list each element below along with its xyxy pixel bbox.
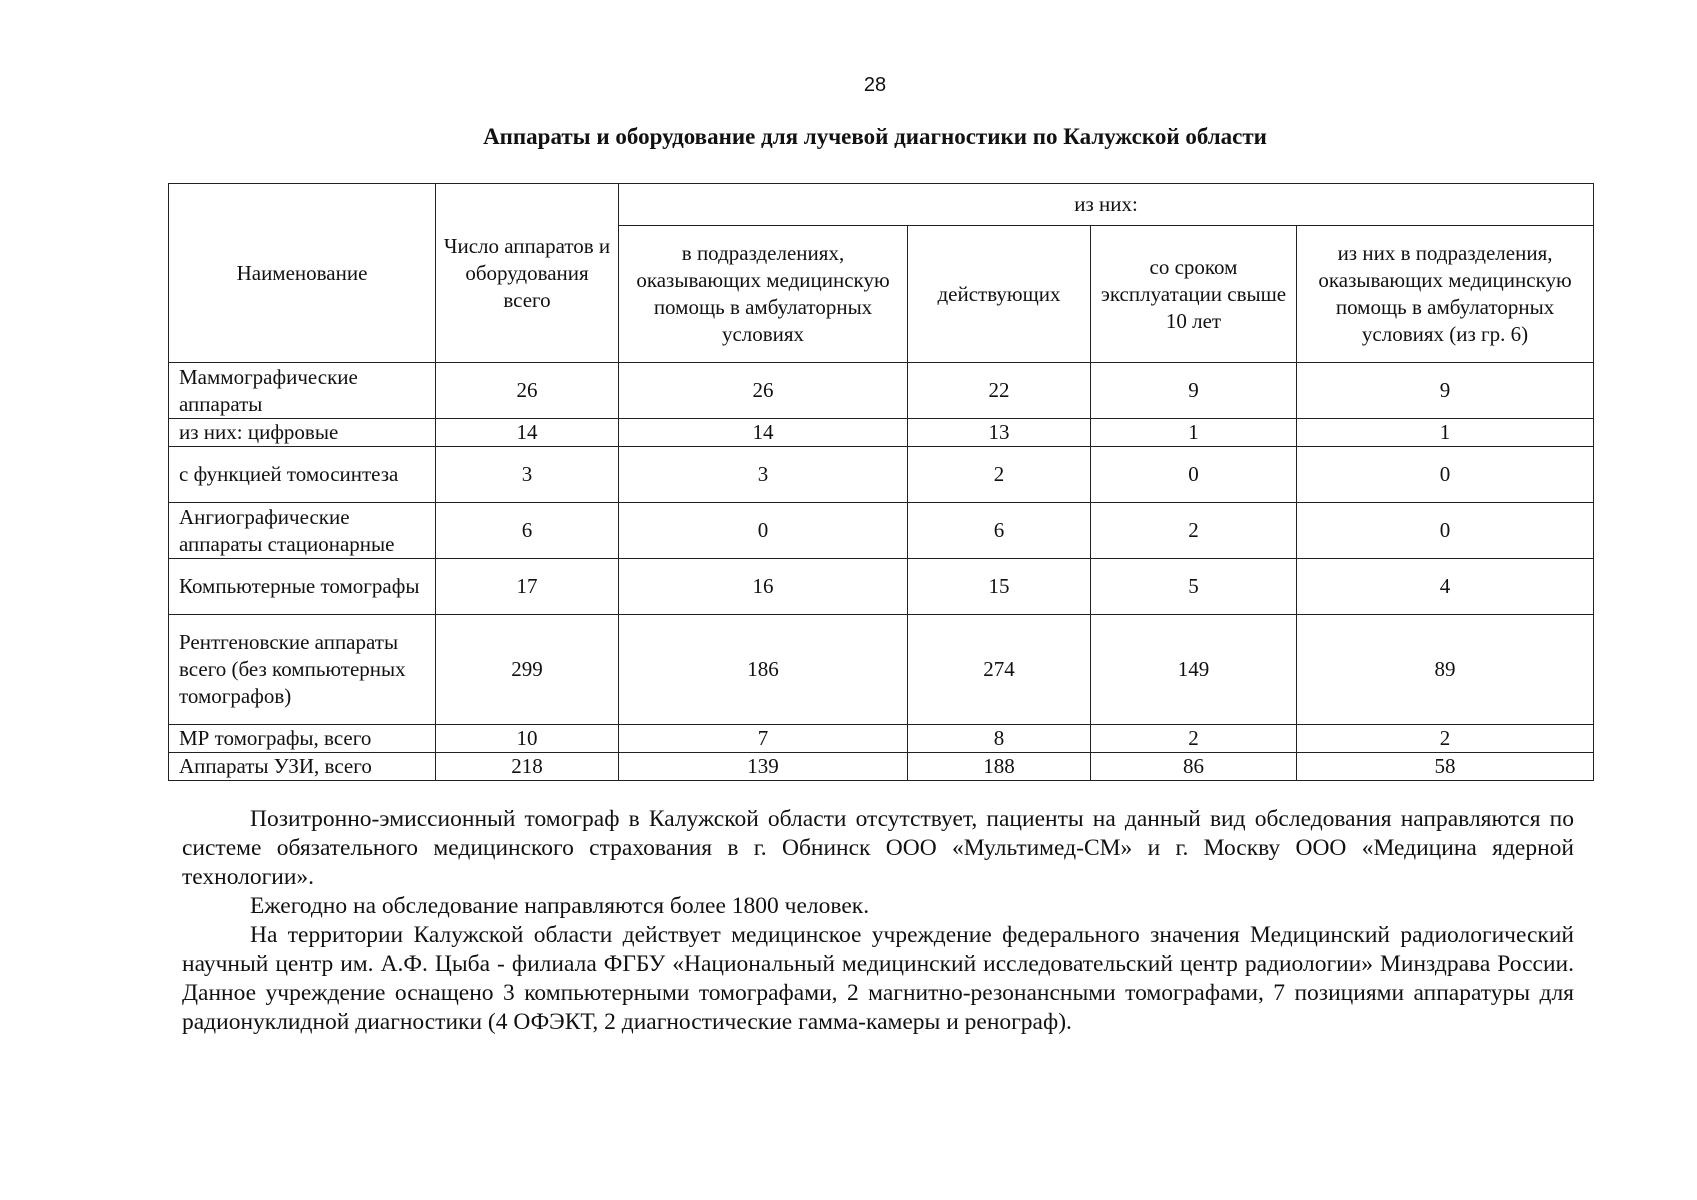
header-over10-ambulatory: из них в подразделения, оказывающих медицинскую помощь в амбулаторных условиях (из гр. 6) xyxy=(1297,226,1594,363)
cell-ambulatory: 26 xyxy=(619,363,908,419)
equipment-table xyxy=(168,183,1594,781)
table-row xyxy=(169,725,1594,753)
cell-total: 299 xyxy=(436,615,619,725)
cell-over10-ambulatory: 4 xyxy=(1297,559,1594,615)
header-ambulatory: в подразделениях, оказывающих медицинскую помощь в амбулаторных условиях xyxy=(619,226,908,363)
cell-over10-ambulatory: 58 xyxy=(1297,753,1594,781)
row-name: Аппараты УЗИ, всего xyxy=(169,753,436,781)
cell-total: 14 xyxy=(436,419,619,447)
cell-active: 188 xyxy=(908,753,1091,781)
header-group: из них: xyxy=(619,184,1594,226)
cell-over10: 1 xyxy=(1091,419,1297,447)
cell-ambulatory: 14 xyxy=(619,419,908,447)
cell-over10: 5 xyxy=(1091,559,1297,615)
cell-ambulatory: 0 xyxy=(619,503,908,559)
cell-active: 2 xyxy=(908,447,1091,503)
row-name: Компьютерные томографы xyxy=(169,559,436,615)
cell-ambulatory: 7 xyxy=(619,725,908,753)
cell-active: 8 xyxy=(908,725,1091,753)
cell-active: 22 xyxy=(908,363,1091,419)
cell-ambulatory: 186 xyxy=(619,615,908,725)
cell-over10-ambulatory: 0 xyxy=(1297,447,1594,503)
page-number: 28 xyxy=(863,74,887,96)
cell-ambulatory: 16 xyxy=(619,559,908,615)
cell-total: 218 xyxy=(436,753,619,781)
cell-active: 15 xyxy=(908,559,1091,615)
cell-over10: 2 xyxy=(1091,725,1297,753)
page-title: Аппараты и оборудование для лучевой диагностики по Калужской области xyxy=(483,124,1267,149)
table-row xyxy=(169,615,1594,725)
cell-over10: 86 xyxy=(1091,753,1297,781)
row-name: Маммографические аппараты xyxy=(169,363,436,419)
cell-over10-ambulatory: 0 xyxy=(1297,503,1594,559)
cell-over10-ambulatory: 89 xyxy=(1297,615,1594,725)
table-row xyxy=(169,753,1594,781)
cell-active: 13 xyxy=(908,419,1091,447)
cell-over10: 9 xyxy=(1091,363,1297,419)
header-name: Наименование xyxy=(169,184,436,363)
row-name: Рентгеновские аппараты всего (без компьютерных томографов) xyxy=(169,615,436,725)
cell-total: 10 xyxy=(436,725,619,753)
cell-total: 3 xyxy=(436,447,619,503)
table-row xyxy=(169,503,1594,559)
cell-over10-ambulatory: 2 xyxy=(1297,725,1594,753)
paragraph: Ежегодно на обследование направляются более 1800 человек. xyxy=(250,893,870,919)
table-row xyxy=(169,419,1594,447)
cell-ambulatory: 139 xyxy=(619,753,908,781)
row-name: МР томографы, всего xyxy=(169,725,436,753)
cell-total: 26 xyxy=(436,363,619,419)
paragraph: Позитронно-эмиссионный томограф в Калужской области отсутствует, пациенты на данный вид обследования направляются по системе обязательного медицинского страхования в г. Обнинск ООО «Мультимед-СМ» и г. Москву ООО «Медицина ядерной технологии». xyxy=(182,806,1574,890)
row-name: Ангиографические аппараты стационарные xyxy=(169,503,436,559)
cell-ambulatory: 3 xyxy=(619,447,908,503)
header-active: действующих xyxy=(908,226,1091,363)
cell-active: 6 xyxy=(908,503,1091,559)
cell-over10: 2 xyxy=(1091,503,1297,559)
row-name: с функцией томосинтеза xyxy=(169,447,436,503)
cell-over10: 0 xyxy=(1091,447,1297,503)
table-row xyxy=(169,559,1594,615)
table-row xyxy=(169,447,1594,503)
cell-total: 17 xyxy=(436,559,619,615)
paragraph: На территории Калужской области действует медицинское учреждение федерального значения Медицинский радиологический научный центр им. А.Ф. Цыба - филиала ФГБУ «Национальный медицинский исследовательский центр радиологии» Минздрава России. Данное учреждение оснащено 3 компьютерными томографами, 2 магнитно-резонансными томографами, 7 позициями аппаратуры для радионуклидной диагностики (4 ОФЭКТ, 2 диагностические гамма-камеры и ренограф). xyxy=(182,922,1574,1035)
cell-active: 274 xyxy=(908,615,1091,725)
cell-total: 6 xyxy=(436,503,619,559)
cell-over10-ambulatory: 9 xyxy=(1297,363,1594,419)
cell-over10-ambulatory: 1 xyxy=(1297,419,1594,447)
table-row xyxy=(169,363,1594,419)
body-text xyxy=(182,805,1574,1037)
row-name: из них: цифровые xyxy=(169,419,436,447)
header-over10: со сроком эксплуатации свыше 10 лет xyxy=(1091,226,1297,363)
header-total: Число аппаратов и оборудования всего xyxy=(436,184,619,363)
cell-over10: 149 xyxy=(1091,615,1297,725)
